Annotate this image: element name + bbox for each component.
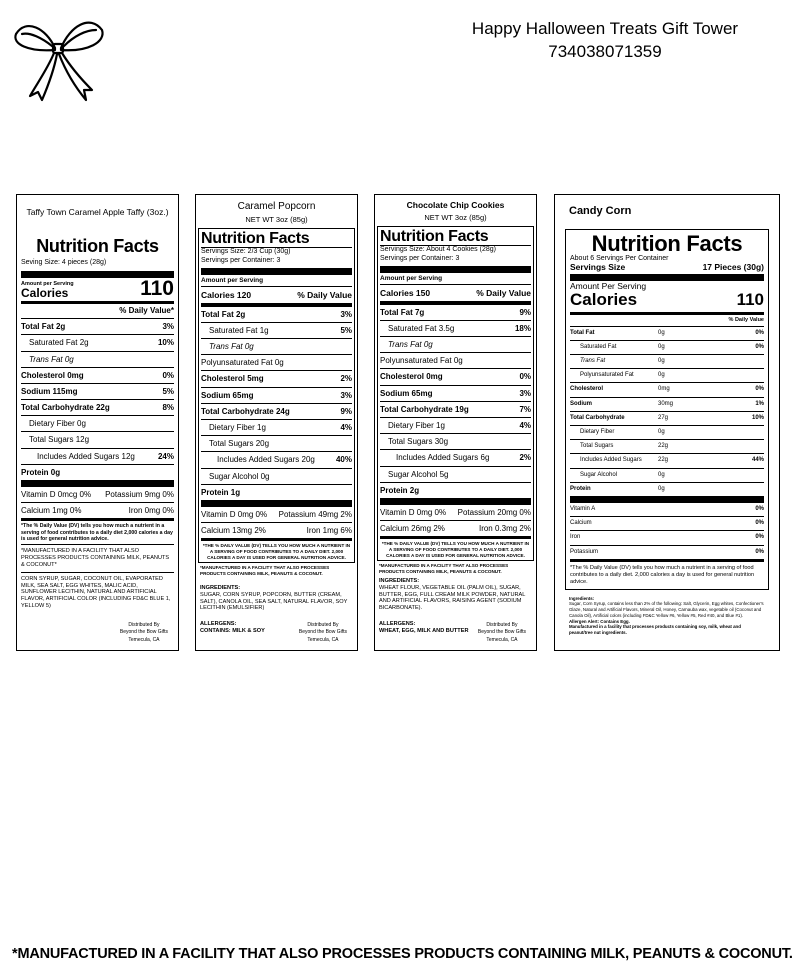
- nutrient-row: [380, 449, 531, 465]
- vitamin-right: Iron 0.3mg 2%: [478, 524, 531, 534]
- nutrient-label: Sugar Alcohol: [580, 471, 618, 478]
- nutrient-dv: 3%: [162, 322, 174, 332]
- dv-footnote: *THE % DAILY VALUE (DV) TELLS YOU HOW MUCH A NUTRIENT IN A SERVING OF FOOD CONTRIBUTES TO A DAILY DIET. 2,000 CALORIES A DAY IS USED FOR GENERAL NUTRITION ADVICE.: [381, 541, 530, 558]
- nutrient-amount: 0mg: [658, 386, 670, 393]
- nutrient-dv: 24%: [157, 451, 174, 461]
- nutrient-row: [21, 431, 174, 447]
- nutrient-row: [201, 435, 352, 451]
- facility-note: *MANUFACTURED IN A FACILITY THAT ALSO PROCESSES PRODUCTS CONTAINING MILK, PEANUTS & COCONUT.: [200, 565, 330, 576]
- nutrient-label: Total Sugars 30g: [388, 437, 449, 447]
- vitamin-left: Vitamin D 0mg 0%: [201, 509, 268, 519]
- nutrient-dv: 8%: [162, 403, 174, 413]
- nutrient-label: Cholesterol 5mg: [201, 374, 264, 384]
- nutrient-label: Includes Added Sugars 12g: [37, 451, 135, 461]
- facility-disclaimer: *MANUFACTURED IN A FACILITY THAT ALSO PROCESSES PRODUCTS CONTAINING MILK, PEANUTS & COCONUT.: [12, 946, 793, 962]
- nutrient-label: Sugar Alcohol 5g: [388, 469, 449, 479]
- nutrient-label: Sodium 115mg: [21, 386, 78, 396]
- vitamin-right: Potassium 9mg 0%: [105, 490, 174, 500]
- nutrient-label: Total Sugars 12g: [29, 435, 90, 445]
- nutrient-dv: 0%: [162, 370, 174, 380]
- nutrition-facts-title: Nutrition Facts: [36, 236, 159, 256]
- nutrient-label: Polyunsaturated Fat 0g: [380, 356, 463, 366]
- net-weight: NET WT 3oz (85g): [245, 215, 308, 224]
- nutrient-row: [380, 401, 531, 417]
- bow-logo-icon: [8, 10, 108, 102]
- nutrient-dv: 40%: [335, 455, 352, 465]
- serving-size: Seving Size: 4 pieces (28g): [21, 259, 107, 266]
- vitamin-dv: 0%: [755, 548, 764, 555]
- nutrient-row: [201, 387, 352, 403]
- nutrient-row: [380, 417, 531, 433]
- vitamin-dv: 0%: [755, 505, 764, 512]
- nutrient-label: Protein 0g: [21, 467, 61, 477]
- taffy-label-card: [16, 194, 179, 651]
- vitamin-row: [570, 530, 764, 544]
- vitamin-row: [201, 522, 352, 538]
- product-upc: 734038071359: [548, 42, 662, 61]
- nutrient-label: Protein: [570, 485, 591, 492]
- nutrient-row: [21, 464, 174, 480]
- facility-note: *MANUFACTURED IN A FACILITY THAT ALSO PROCESSES PRODUCTS CONTAINING MILK, PEANUTS & COCONUT.: [379, 563, 509, 574]
- vitamin-right: Potassium 20mg 0%: [457, 507, 531, 517]
- nutrient-amount: 0g: [658, 485, 665, 492]
- nutrient-label: Protein 1g: [201, 487, 241, 497]
- nutrient-label: Sodium: [570, 400, 592, 407]
- vitamin-row: [21, 502, 174, 518]
- popcorn-product-name: Caramel Popcorn: [237, 201, 316, 212]
- nutrient-amount: 27g: [658, 414, 669, 421]
- nutrient-row: [21, 415, 174, 431]
- nutrient-label: Total Fat 2g: [201, 309, 246, 319]
- nutrient-dv: 0%: [519, 372, 531, 382]
- nutrient-label: Total Fat 2g: [21, 322, 66, 332]
- nutrient-amount: 22g: [658, 457, 669, 464]
- candycorn-nutrition-panel: Nutrition Facts About 6 Servings Per Container Servings Size 17 Pieces (30g) Amount Per Serving Calories 110 % Daily Value Total Fat 0g 0% Saturated Fat 0g 0% Trans Fat 0g Polyunsaturated Fat 0g Cholesterol 0mg 0% Sodium 30mg 1% Total Carbohydrate 27g 10% Dietary Fiber 0g Total Sugars 22g Includes Added Sugars 22g 44% Sugar Alcohol 0g Protein 0g Vitamin A 0% Calcium 0% Iron 0% Potassium 0% *The % Daily Value (DV) tells you how much a nutrient in a serving of food contributes to a daily diet. 2,000 calories a day is used for general nutrition advice.: [565, 229, 769, 590]
- allergens: CONTAINS: MILK & SOY: [200, 627, 265, 634]
- nutrient-dv: 9%: [340, 406, 352, 416]
- nutrient-row: [201, 338, 352, 354]
- vitamin-left: Calcium 13mg 2%: [201, 526, 266, 536]
- calories-value: 110: [736, 290, 764, 309]
- popcorn-nutrition-panel: Nutrition Facts Servings Size: 2/3 Cup (30g) Servings per Container: 3 Amount per Serving Calories 120 % Daily Value Total Fat 2g 3% Saturated Fat 1g 5% Trans Fat 0g Polyunsaturated Fat 0g Cholesterol 5mg 2% Sodium 65mg 3% Total Carbohydrate 24g 9% Dietary Fiber 1g 4% Total Sugars 20g Includes Added Sugars 20g 40% Sugar Alcohol 0g Protein 1g Vitamin D 0mg 0% Potassium 49mg 2% Calcium 13mg 2% Iron 1mg 6% *THE % DAILY VALUE (DV) TELLS YOU HOW MUCH A NUTRIENT IN A SERVING OF FOOD CONTRIBUTES TO A DAILY DIET. 2,000 CALORIES A DAY IS USED FOR GENERAL NUTRITION ADVICE.: [198, 228, 355, 563]
- vitamin-row: [201, 507, 352, 522]
- nutrient-dv: 3%: [340, 309, 352, 319]
- nutrient-row: [570, 468, 764, 482]
- nutrient-amount: 0g: [658, 372, 665, 379]
- nutrient-row: [570, 439, 764, 453]
- serving-size: Servings Size 17 Pieces (30g): [570, 262, 764, 272]
- nutrition-facts-title: Nutrition Facts: [380, 228, 489, 245]
- nutrient-row: [21, 383, 174, 399]
- nutrient-amount: 22g: [658, 443, 669, 450]
- nutrient-dv: 9%: [519, 307, 531, 317]
- nutrient-row: [21, 367, 174, 383]
- nutrient-row: [201, 419, 352, 435]
- facility-note: *MANUFACTURED IN A FACILITY THAT ALSO PROCESSES PRODUCTS CONTAINING MILK, PEANUTS & COCONUT*: [21, 548, 170, 569]
- nutrient-label: Trans Fat 0g: [388, 340, 433, 350]
- nutrient-label: Trans Fat 0g: [29, 354, 74, 364]
- dv-footnote: *The % Daily Value (DV) tells you how much a nutrient in a serving of food contributes to a daily diet 2,000 calories a day is used for general nutrition advice.: [21, 523, 173, 543]
- nutrient-amount: 0g: [658, 429, 665, 435]
- nutrient-label: Polyunsaturated Fat 0g: [201, 358, 284, 368]
- product-title: Happy Halloween Treats Gift Tower: [471, 19, 739, 38]
- nutrient-dv: 0%: [755, 329, 764, 336]
- nutrient-label: Total Carbohydrate: [570, 414, 625, 421]
- nutrient-amount: 0g: [658, 329, 665, 336]
- ingredients: CORN SYRUP, SUGAR, COCONUT OIL, EVAPORATED MILK, SEA SALT, EGG WHITES, MALIC ACID, SUNFLOWER LECITHIN, NATURAL AND ARTIFICIAL FLAVOR, ARTIFICIAL COLOR (INCLUDING FD&C BLUE 1, YELLOW 5): [21, 575, 171, 610]
- nutrient-dv: 1%: [755, 400, 764, 407]
- nutrient-dv: 4%: [519, 421, 531, 430]
- vitamin-label: Calcium: [570, 520, 592, 527]
- nutrition-facts-title: Nutrition Facts: [201, 230, 310, 247]
- vitamin-row: [570, 516, 764, 530]
- net-weight: NET WT 3oz (85g): [424, 213, 487, 222]
- nutrient-row: [380, 385, 531, 401]
- nutrient-row: [201, 484, 352, 500]
- vitamin-right: Iron 0mg 0%: [128, 506, 174, 516]
- nutrient-row: [380, 482, 531, 498]
- nutrient-row: [380, 336, 531, 352]
- cookies-nutrition-panel: Nutrition Facts Servings Size: About 4 Cookies (28g) Servings per Container: 3 Amount per Serving Calories 150 % Daily Value Total Fat 7g 9% Saturated Fat 3.5g 18% Trans Fat 0g Polyunsaturated Fat 0g Cholesterol 0mg 0% Sodium 65mg 3% Total Carbohydrate 19g 7% Dietary Fiber 1g 4% Total Sugars 30g Includes Added Sugars 6g 2% Sugar Alcohol 5g Protein 2g Vitamin D 0mg 0% Potassium 20mg 0% Calcium 26mg 2% Iron 0.3mg 2% *THE % DAILY VALUE (DV) TELLS YOU HOW MUCH A NUTRIENT IN A SERVING OF FOOD CONTRIBUTES TO A DAILY DIET. 2,000 CALORIES A DAY IS USED FOR GENERAL NUTRITION ADVICE.: [377, 226, 534, 561]
- nutrient-dv: 2%: [519, 453, 531, 463]
- vitamin-row: [380, 505, 531, 520]
- nutrient-label: Trans Fat: [580, 358, 606, 365]
- cookies-label-card: Chocolate Chip Cookies NET WT 3oz (85g) Nutrition Facts Servings Size: About 4 Cookies (28g) Servings per Container: 3 Amount per Serving Calories 150 % Daily Value Total Fat 7g 9% Saturated Fat 3.5g 18% Trans Fat 0g Polyunsaturated Fat 0g Cholesterol 0mg 0% Sodium 65mg 3% Total Carbohydrate 19g 7% Dietary Fiber 1g 4% Total Sugars 30g Includes Added Sugars 6g 2% Sugar Alcohol 5g Protein 2g Vitamin D 0mg 0% Potassium 20mg 0% Calcium 26mg 2% Iron 0.3mg 2% *THE % DAILY VALUE (DV) TELLS YOU HOW MUCH A NUTRIENT IN A SERVING OF FOOD CONTRIBUTES TO A DAILY DIET. 2,000 CALORIES A DAY IS USED FOR GENERAL NUTRITION ADVICE. *MANUFACTURED IN A FACILITY THAT ALSO PROCESSES PRODUCTS CONTAINING MILK, PEANUTS & COCONUT. INGREDIENTS: WHEAT FLOUR, VEGETABLE OIL (PALM OIL), SUGAR, BUTTER, EGG, FULL CREAM MILK POWDER, NATURAL AND ARTIFICIAL FLAVORS, RAISING AGENT (SODIUM BICARBONATE). ALLERGENS: WHEAT, EGG, MILK AND BUTTER Distributed By Beyond the Bow Gifts Temecula, CA: [374, 194, 537, 651]
- calories-row: Calories 150 % Daily Value: [380, 284, 531, 301]
- nutrient-label: Sugar Alcohol 0g: [209, 471, 270, 481]
- vitamin-left: Vitamin D 0mcg 0%: [21, 490, 92, 500]
- nutrient-label: Sodium 65mg: [201, 390, 254, 400]
- nutrient-row: [570, 368, 764, 382]
- distributor: Distributed By Beyond the Bow Gifts Temecula, CA: [477, 621, 526, 643]
- nutrient-label: Protein 2g: [380, 485, 420, 495]
- vitamin-label: Vitamin A: [570, 505, 596, 512]
- distributor: Distributed By Beyond the Bow Gifts Temecula, CA: [119, 621, 168, 643]
- cookies-product-name: Chocolate Chip Cookies: [406, 200, 505, 210]
- nutrient-row: [570, 411, 764, 425]
- nutrient-row: [380, 320, 531, 336]
- nutrient-amount: 0g: [658, 471, 665, 478]
- nutrient-row: [570, 354, 764, 368]
- nutrient-row: [21, 318, 174, 334]
- nutrient-dv: 5%: [162, 386, 174, 396]
- nutrient-row: [570, 425, 764, 439]
- vitamin-row: [380, 520, 531, 536]
- calories-row: Amount per Serving Calories 110: [21, 276, 174, 300]
- nutrient-label: Saturated Fat 3.5g: [388, 323, 455, 333]
- nutrient-dv: 3%: [340, 390, 352, 400]
- ingredients: Ingredients: Sugar, Corn Syrup, contains less than 2% of the following: Salt, Glycerin, Egg whites, Confectioner's Glaze, Natural and Artificial Flavors, Mineral Oil, Honey, Carnauba wax, vegetable oil (Coconut and Canola Oil), Artificial colors (including FD&C Yellow #6, Yellow #5, Red #40, and Blue #1). Allergen Alert: Contains Egg. Manufactured in a facility that processes products containing soy, milk, wheat and peanut/tree nut ingredients.: [569, 595, 764, 635]
- nutrient-row: [570, 382, 764, 396]
- nutrient-row: [380, 466, 531, 482]
- vitamin-dv: 0%: [755, 534, 764, 541]
- nutrient-dv: 0%: [755, 343, 764, 350]
- nutrient-row: [21, 334, 174, 350]
- nutrient-row: [201, 322, 352, 338]
- nutrient-label: Sodium 65mg: [380, 388, 433, 398]
- nutrient-dv: 5%: [340, 325, 352, 335]
- nutrient-label: Includes Added Sugars 20g: [217, 455, 315, 465]
- nutrient-label: Dietary Fiber 1g: [209, 423, 266, 432]
- nutrient-amount: 30mg: [658, 400, 674, 407]
- dv-footnote: *The % Daily Value (DV) tells you how much a nutrient in a serving of food contributes to a daily diet. 2,000 calories a day is used for general nutrition advice.: [570, 564, 755, 585]
- nutrient-label: Total Carbohydrate 24g: [201, 406, 290, 416]
- nutrient-row: [201, 468, 352, 484]
- nutrient-dv: 10%: [157, 338, 174, 348]
- nutrient-row: [201, 370, 352, 386]
- nutrient-dv: 2%: [340, 374, 352, 384]
- nutrient-row: [570, 482, 764, 496]
- nutrient-row: [21, 448, 174, 464]
- nutrient-label: Dietary Fiber: [580, 429, 615, 435]
- distributor: Distributed By Beyond the Bow Gifts Temecula, CA: [298, 621, 347, 643]
- calories-row: Calories 110: [570, 290, 764, 309]
- nutrient-label: Dietary Fiber 0g: [29, 419, 86, 429]
- vitamin-left: Calcium 26mg 2%: [380, 524, 445, 534]
- nutrient-label: Total Fat 7g: [380, 307, 425, 317]
- nutrient-label: Total Fat: [570, 329, 595, 336]
- nutrient-label: Saturated Fat 2g: [29, 338, 89, 348]
- vitamin-label: Potassium: [570, 548, 599, 555]
- calories-row: Calories 120 % Daily Value: [201, 286, 352, 303]
- dv-footnote: *THE % DAILY VALUE (DV) TELLS YOU HOW MUCH A NUTRIENT IN A SERVING OF FOOD CONTRIBUTES TO A DAILY DIET. 2,000 CALORIES A DAY IS USED FOR GENERAL NUTRITION ADVICE.: [202, 543, 351, 560]
- nutrient-label: Cholesterol: [570, 386, 604, 393]
- calories-value: 110: [140, 276, 174, 300]
- nutrient-amount: 0g: [658, 343, 665, 350]
- nutrient-dv: 0%: [755, 386, 764, 393]
- vitamin-right: Potassium 49mg 2%: [278, 509, 352, 519]
- nutrient-label: Includes Added Sugars: [580, 457, 642, 464]
- vitamin-left: Calcium 1mg 0%: [21, 506, 82, 516]
- nutrient-row: [21, 399, 174, 415]
- nutrient-label: Total Sugars 20g: [209, 439, 270, 449]
- nutrient-dv: 3%: [519, 388, 531, 398]
- nutrient-label: Dietary Fiber 1g: [388, 421, 445, 430]
- nutrient-dv: 10%: [751, 414, 764, 421]
- nutrient-row: [570, 326, 764, 340]
- nutrient-dv: 4%: [340, 423, 352, 432]
- candycorn-product-name: Candy Corn: [569, 205, 632, 217]
- vitamin-dv: 0%: [755, 520, 764, 527]
- vitamin-right: Iron 1mg 6%: [306, 526, 352, 536]
- ingredients: SUGAR, CORN SYRUP, POPCORN, BUTTER (CREAM, SALT), CANOLA OIL, SEA SALT, NATURAL FLAVOR, SOY LECITHIN (EMULSIFIER): [200, 591, 348, 612]
- ingredients: WHEAT FLOUR, VEGETABLE OIL (PALM OIL), SUGAR, BUTTER, EGG, FULL CREAM MILK POWDER, NATURAL AND ARTIFICIAL FLAVORS, RAISING AGENT (SODIUM BICARBONATE).: [379, 584, 526, 612]
- nutrient-row: [570, 397, 764, 411]
- vitamin-row: [570, 545, 764, 559]
- vitamin-left: Vitamin D 0mg 0%: [380, 507, 447, 517]
- nutrient-amount: 0g: [658, 358, 665, 365]
- nutrient-label: Cholesterol 0mg: [21, 370, 84, 380]
- nutrient-label: Polyunsaturated Fat: [580, 372, 634, 379]
- vitamin-row: [570, 503, 764, 516]
- nutrient-label: Total Sugars: [580, 443, 614, 450]
- taffy-product-name: Taffy Town Caramel Apple Taffy (3oz.): [26, 207, 169, 217]
- nutrient-dv: 18%: [514, 323, 531, 333]
- nutrient-row: [201, 306, 352, 322]
- nutrient-dv: 7%: [519, 404, 531, 414]
- vitamin-row: [21, 487, 174, 502]
- nutrient-row: [570, 340, 764, 354]
- nutrient-label: Trans Fat 0g: [209, 342, 254, 352]
- nutrition-facts-title: Nutrition Facts: [591, 231, 743, 256]
- taffy-nutrition-panel: Nutrition Facts Seving Size: 4 pieces (28g) Amount per Serving Calories 110 % Daily Value* Total Fat 2g 3% Saturated Fat 2g 10% Trans Fat 0g Cholesterol 0mg 0% Sodium 115mg 5% Total Carbohydrate 22g 8% Dietary Fiber 0g Total Sugars 12g Includes Added Sugars 12g 24% Protein 0g Vitamin D 0mcg 0% Potassium 9mg 0% Calcium 1mg 0% Iron 0mg 0% *The % Daily Value (DV) tells you how much a nutrient in a serving of food contributes to a daily diet 2,000 calories a day is used for general nutrition advice. *MANUFACTURED IN A FACILITY THAT ALSO PROCESSES PRODUCTS CONTAINING MILK, PEANUTS & COCONUT* CORN SYRUP, SUGAR, COCONUT OIL, EVAPORATED MILK, SEA SALT, EGG WHITES, MALIC ACID, SUNFLOWER LECITHIN, NATURAL AND ARTIFICIAL FLAVOR, ARTIFICIAL COLOR (INCLUDING FD&C BLUE 1, YELLOW 5): [21, 237, 174, 613]
- nutrient-row: [201, 403, 352, 419]
- nutrient-row: [380, 368, 531, 384]
- nutrient-row: [201, 451, 352, 467]
- nutrient-label: Total Carbohydrate 22g: [21, 403, 110, 413]
- popcorn-label-card: Caramel Popcorn NET WT 3oz (85g) Nutrition Facts Servings Size: 2/3 Cup (30g) Servings per Container: 3 Amount per Serving Calories 120 % Daily Value Total Fat 2g 3% Saturated Fat 1g 5% Trans Fat 0g Polyunsaturated Fat 0g Cholesterol 5mg 2% Sodium 65mg 3% Total Carbohydrate 24g 9% Dietary Fiber 1g 4% Total Sugars 20g Includes Added Sugars 20g 40% Sugar Alcohol 0g Protein 1g Vitamin D 0mg 0% Potassium 49mg 2% Calcium 13mg 2% Iron 1mg 6% *THE % DAILY VALUE (DV) TELLS YOU HOW MUCH A NUTRIENT IN A SERVING OF FOOD CONTRIBUTES TO A DAILY DIET. 2,000 CALORIES A DAY IS USED FOR GENERAL NUTRITION ADVICE. *MANUFACTURED IN A FACILITY THAT ALSO PROCESSES PRODUCTS CONTAINING MILK, PEANUTS & COCONUT. INGREDIENTS: SUGAR, CORN SYRUP, POPCORN, BUTTER (CREAM, SALT), CANOLA OIL, SEA SALT, NATURAL FLAVOR, SOY LECITHIN (EMULSIFIER) ALLERGENS: CONTAINS: MILK & SOY Distributed By Beyond the Bow Gifts Temecula, CA: [195, 194, 358, 651]
- nutrient-row: [201, 354, 352, 370]
- candycorn-label-card: [554, 194, 780, 651]
- nutrient-row: [380, 433, 531, 449]
- nutrient-row: [21, 351, 174, 367]
- nutrient-row: [380, 352, 531, 368]
- nutrient-label: Includes Added Sugars 6g: [396, 453, 490, 463]
- nutrient-row: [380, 304, 531, 320]
- nutrient-dv: 44%: [751, 457, 764, 464]
- nutrient-row: [570, 453, 764, 467]
- nutrient-label: Saturated Fat 1g: [209, 325, 269, 335]
- vitamin-label: Iron: [570, 534, 581, 541]
- allergens: WHEAT, EGG, MILK AND BUTTER: [379, 627, 469, 634]
- nutrient-label: Saturated Fat: [580, 343, 617, 350]
- nutrient-label: Total Carbohydrate 19g: [380, 404, 469, 414]
- nutrient-label: Cholesterol 0mg: [380, 372, 443, 382]
